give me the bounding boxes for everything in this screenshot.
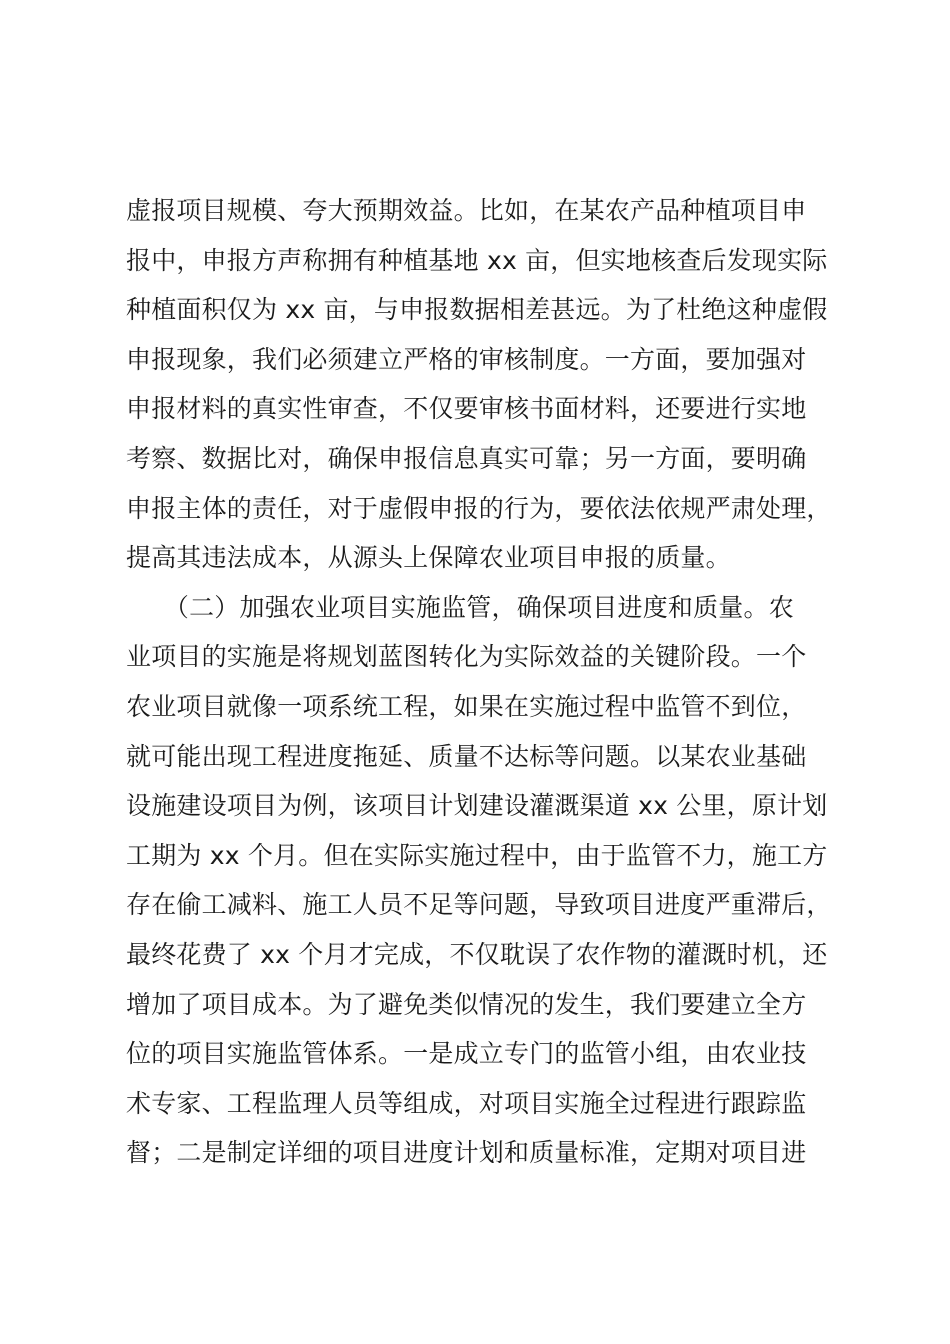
text-line: 增加了项目成本。为了避免类似情况的发生，我们要建立全方 xyxy=(126,989,807,1019)
text-line: 存在偷工减料、施工人员不足等问题，导致项目进度严重滞后， xyxy=(126,890,832,920)
text-line: 考察、数据比对，确保申报信息真实可靠；另一方面，要明确 xyxy=(126,443,807,473)
text-line: 申报现象，我们必须建立严格的审核制度。一方面，要加强对 xyxy=(126,344,807,374)
text-line: 提高其违法成本，从源头上保障农业项目申报的质量。 xyxy=(126,543,731,573)
text-line: 督；二是制定详细的项目进度计划和质量标准，定期对项目进 xyxy=(126,1138,807,1168)
text-line: 申报材料的真实性审查，不仅要审核书面材料，还要进行实地 xyxy=(126,394,807,424)
text-line: 种植面积仅为 xx 亩，与申报数据相差甚远。为了杜绝这种虚假 xyxy=(126,295,828,325)
text-line: 就可能出现工程进度拖延、质量不达标等问题。以某农业基础 xyxy=(126,741,807,771)
text-line: 设施建设项目为例，该项目计划建设灌溉渠道 xx 公里，原计划 xyxy=(126,791,828,821)
text-line: 申报主体的责任，对于虚假申报的行为，要依法依规严肃处理， xyxy=(126,493,832,523)
text-line: 农业项目就像一项系统工程，如果在实施过程中监管不到位， xyxy=(126,691,807,721)
text-line: （二）加强农业项目实施监管，确保项目进度和质量。农 xyxy=(126,592,794,622)
text-line: 位的项目实施监管体系。一是成立专门的监管小组，由农业技 xyxy=(126,1039,807,1069)
text-line: 报中，申报方声称拥有种植基地 xx 亩，但实地核查后发现实际 xyxy=(126,245,828,275)
text-line: 术专家、工程监理人员等组成，对项目实施全过程进行跟踪监 xyxy=(126,1088,807,1118)
text-line: 最终花费了 xx 个月才完成，不仅耽误了农作物的灌溉时机，还 xyxy=(126,939,828,969)
text-line: 工期为 xx 个月。但在实际实施过程中，由于监管不力，施工方 xyxy=(126,840,828,870)
text-line: 虚报项目规模、夸大预期效益。比如，在某农产品种植项目申 xyxy=(126,196,807,225)
text-line: 业项目的实施是将规划蓝图转化为实际效益的关键阶段。一个 xyxy=(126,642,807,672)
body-text xyxy=(126,186,856,1178)
